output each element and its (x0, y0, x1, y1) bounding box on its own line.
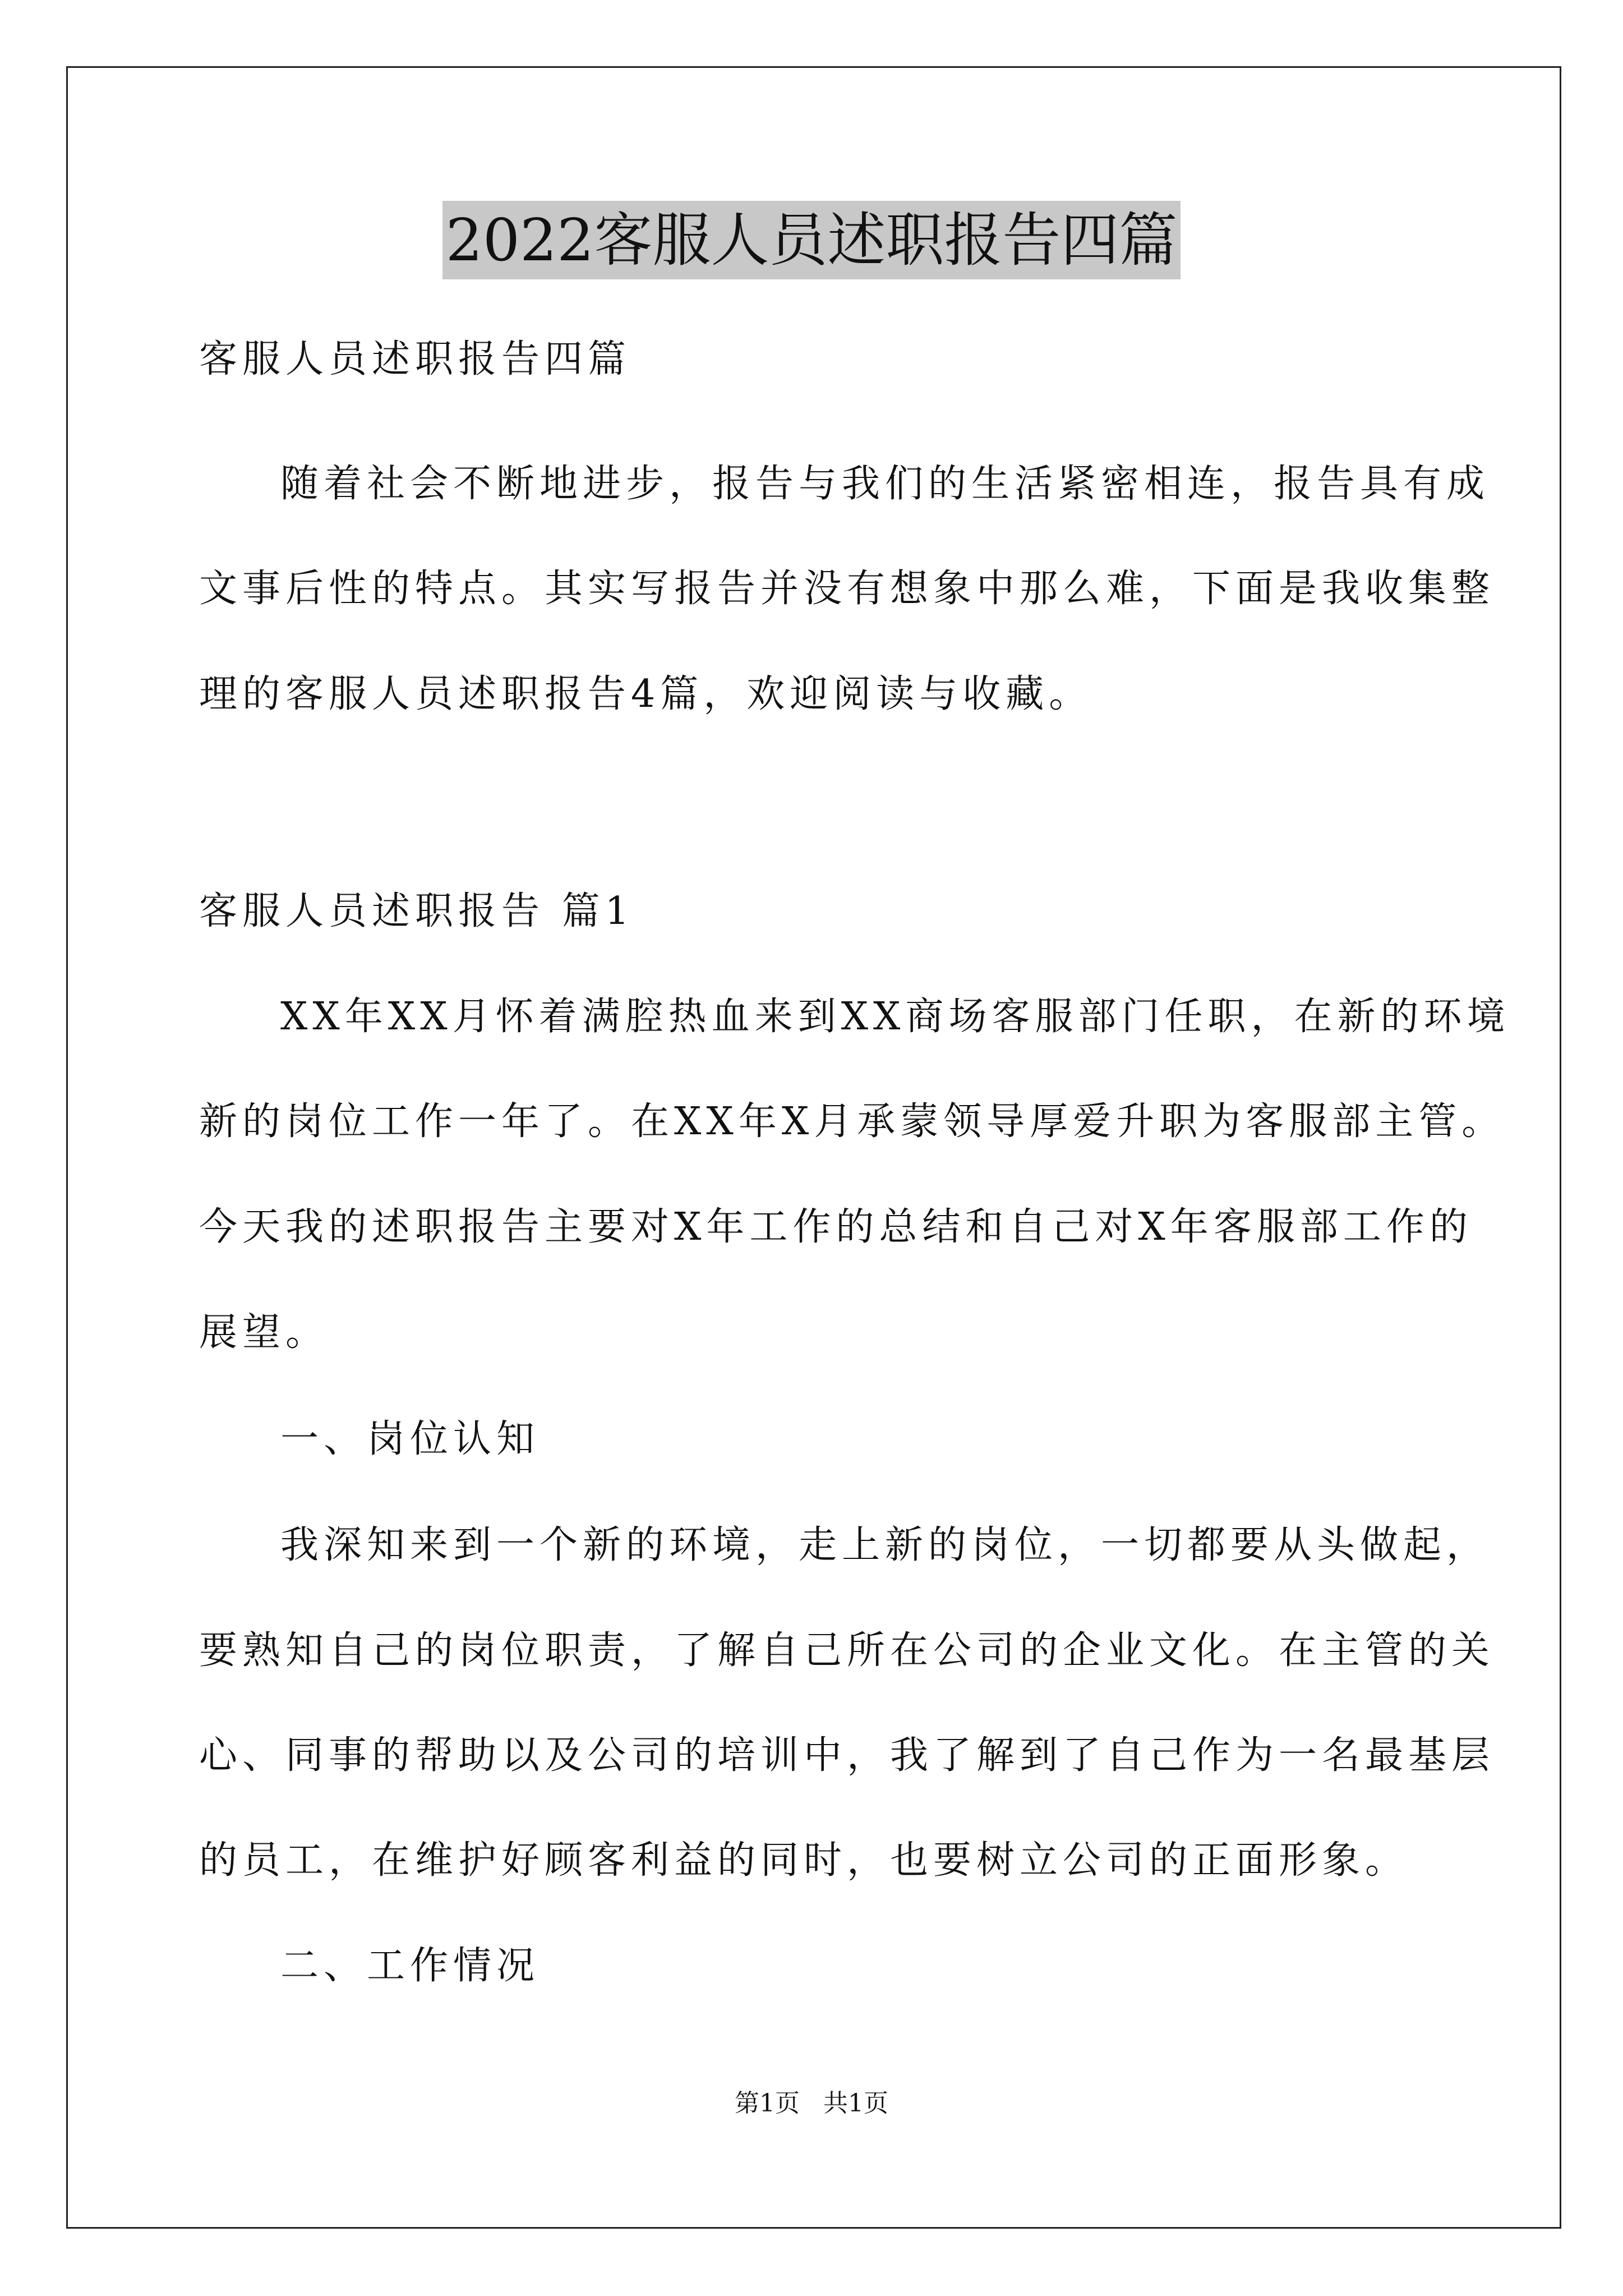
section-heading: 客服人员述职报告 篇1 (199, 889, 634, 933)
paragraph-line: 的员工，在维护好顾客利益的同时，也要树立公司的正面形象。 (199, 1838, 1409, 1883)
paragraph-line: 文事后性的特点。其实写报告并没有想象中那么难，下面是我收集整 (199, 567, 1495, 611)
subtitle-line: 客服人员述职报告四篇 (199, 337, 631, 381)
paragraph-line: 理的客服人员述职报告4篇，欢迎阅读与收藏。 (199, 672, 1092, 716)
paragraph-line: 要熟知自己的岗位职责，了解自己所在公司的企业文化。在主管的关 (199, 1628, 1495, 1673)
page-border (66, 66, 1561, 2229)
paragraph-line: 我深知来到一个新的环境，走上新的岗位，一切都要从头做起， (280, 1523, 1490, 1567)
title-container (0, 201, 1623, 279)
paragraph-line: XX年XX月怀着满腔热血来到XX商场客服部门任职，在新的环境 (280, 995, 1510, 1039)
page-footer: 第1页 共1页 (735, 2089, 888, 2118)
paragraph-line: 今天我的述职报告主要对X年工作的总结和自己对X年客服部工作的 (199, 1205, 1473, 1249)
sub-heading: 一、岗位认知 (280, 1417, 540, 1461)
document-title: 2022客服人员述职报告四篇 (442, 201, 1181, 279)
sub-heading: 二、工作情况 (280, 1944, 540, 1988)
paragraph-line: 展望。 (199, 1310, 329, 1355)
paragraph-line: 新的岗位工作一年了。在XX年X月承蒙领导厚爱升职为客服部主管。 (199, 1099, 1505, 1144)
paragraph-line: 心、同事的帮助以及公司的培训中，我了解到了自己作为一名最基层 (199, 1733, 1495, 1778)
paragraph-line: 随着社会不断地进步，报告与我们的生活紧密相连，报告具有成 (280, 462, 1490, 506)
